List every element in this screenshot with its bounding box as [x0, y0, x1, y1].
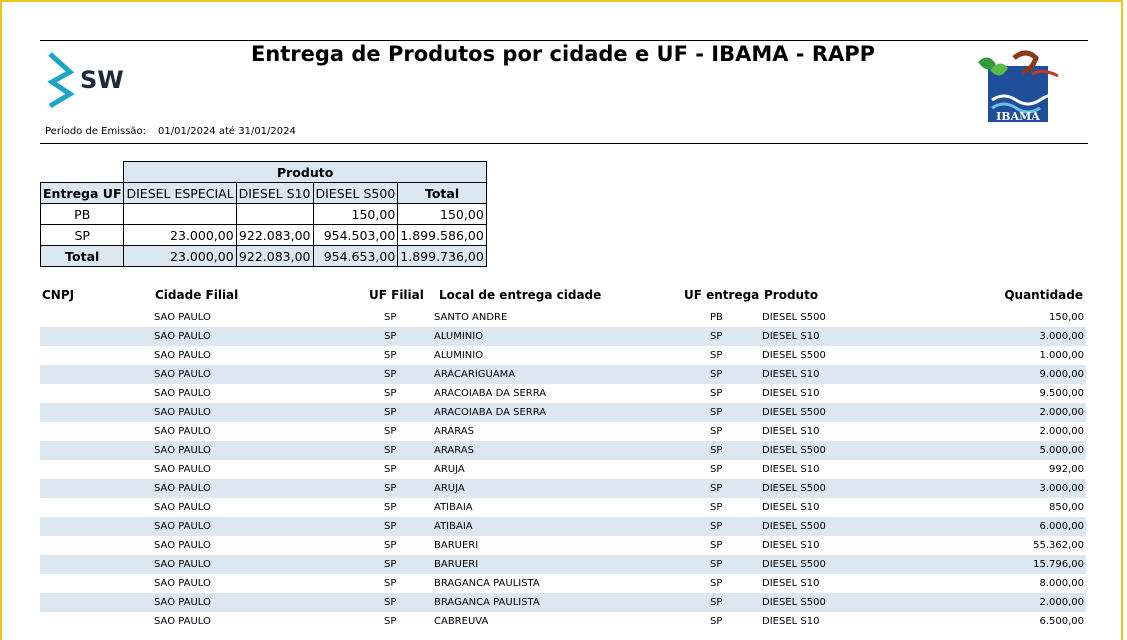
cell-cidade: SAO PAULO	[154, 616, 211, 627]
cell-uf-entrega: SP	[710, 331, 723, 342]
table-row	[40, 460, 1086, 479]
cell-local: BRAGANCA PAULISTA	[434, 578, 540, 589]
report-title: Entrega de Produtos por cidade e UF - IBAMA - RAPP	[250, 42, 876, 66]
cell-uf: SP	[384, 388, 397, 399]
header-top-rule	[40, 40, 1088, 41]
detail-header	[0, 288, 1127, 304]
cell-quantidade: 9.500,00	[1039, 388, 1084, 399]
cell-cidade: SAO PAULO	[154, 350, 211, 361]
col-header-quantidade: Quantidade	[1004, 288, 1083, 302]
summary-row-uf: PB	[41, 204, 124, 225]
cell-local: ARACOIABA DA SERRA	[434, 407, 547, 418]
summary-total-cell: 23.000,00	[124, 246, 236, 267]
summary-group-row	[41, 162, 487, 183]
cell-produto: DIESEL S10	[762, 578, 820, 589]
cell-local: ARARAS	[434, 426, 474, 437]
cell-uf-entrega: SP	[710, 426, 723, 437]
table-row	[40, 384, 1086, 403]
cell-quantidade: 2.000,00	[1039, 407, 1084, 418]
table-row	[40, 403, 1086, 422]
period-line	[45, 126, 296, 137]
cell-uf-entrega: SP	[710, 521, 723, 532]
cell-produto: DIESEL S500	[762, 445, 826, 456]
cell-produto: DIESEL S10	[762, 388, 820, 399]
cell-cidade: SAO PAULO	[154, 407, 211, 418]
cell-cidade: SAO PAULO	[154, 540, 211, 551]
table-row	[40, 612, 1086, 631]
cell-uf-entrega: SP	[710, 540, 723, 551]
cell-produto: DIESEL S500	[762, 407, 826, 418]
table-row	[40, 536, 1086, 555]
cell-quantidade: 8.000,00	[1039, 578, 1084, 589]
cell-local: ARACARIGUAMA	[434, 369, 516, 380]
cell-produto: DIESEL S10	[762, 426, 820, 437]
summary-row	[41, 225, 487, 246]
cell-local: ARUJA	[434, 483, 465, 494]
col-header-uf-entrega: UF entrega	[684, 288, 760, 302]
table-row	[40, 327, 1086, 346]
table-row	[40, 593, 1086, 612]
cell-local: BARUERI	[434, 559, 479, 570]
cell-quantidade: 2.000,00	[1039, 597, 1084, 608]
table-row	[40, 574, 1086, 593]
summary-total-cell: 922.083,00	[236, 246, 313, 267]
cell-uf: SP	[384, 464, 397, 475]
cell-cidade: SAO PAULO	[154, 445, 211, 456]
cell-uf: SP	[384, 616, 397, 627]
cell-quantidade: 5.000,00	[1039, 445, 1084, 456]
table-row	[40, 346, 1086, 365]
summary-cell	[236, 204, 313, 225]
cell-local: BARUERI	[434, 540, 479, 551]
cell-quantidade: 2.000,00	[1039, 426, 1084, 437]
cell-produto: DIESEL S500	[762, 597, 826, 608]
summary-total-row	[41, 246, 487, 267]
cell-produto: DIESEL S10	[762, 502, 820, 513]
cell-local: ALUMINIO	[434, 331, 484, 342]
summary-header-row	[41, 183, 487, 204]
cell-uf-entrega: SP	[710, 616, 723, 627]
cell-cidade: SAO PAULO	[154, 597, 211, 608]
cell-cidade: SAO PAULO	[154, 426, 211, 437]
summary-col-header: Total	[398, 183, 487, 204]
cell-uf: SP	[384, 597, 397, 608]
cell-uf: SP	[384, 502, 397, 513]
cell-quantidade: 1.000,00	[1039, 350, 1084, 361]
cell-uf-entrega: SP	[710, 388, 723, 399]
cell-quantidade: 150,00	[1049, 312, 1084, 323]
cell-uf: SP	[384, 407, 397, 418]
header-bottom-rule	[40, 143, 1088, 144]
cell-local: ATIBAIA	[434, 521, 473, 532]
cell-quantidade: 9.000,00	[1039, 369, 1084, 380]
cell-cidade: SAO PAULO	[154, 502, 211, 513]
cell-local: ARACOIABA DA SERRA	[434, 388, 547, 399]
cell-cidade: SAO PAULO	[154, 331, 211, 342]
cell-uf: SP	[384, 350, 397, 361]
cell-cidade: SAO PAULO	[154, 521, 211, 532]
cell-uf-entrega: SP	[710, 369, 723, 380]
cell-uf-entrega: SP	[710, 350, 723, 361]
cell-uf: SP	[384, 331, 397, 342]
cell-uf-entrega: SP	[710, 597, 723, 608]
cell-uf-entrega: SP	[710, 559, 723, 570]
summary-row-uf: SP	[41, 225, 124, 246]
summary-cell: 23.000,00	[124, 225, 236, 246]
cell-uf-entrega: SP	[710, 578, 723, 589]
cell-uf: SP	[384, 521, 397, 532]
cell-uf-entrega: SP	[710, 483, 723, 494]
ibama-logo-icon	[974, 48, 1066, 124]
cell-uf: SP	[384, 369, 397, 380]
ibama-logo-text: IBAMA	[996, 110, 1040, 123]
summary-cell: 954.503,00	[313, 225, 398, 246]
table-row	[40, 479, 1086, 498]
cell-cidade: SAO PAULO	[154, 483, 211, 494]
cell-uf: SP	[384, 483, 397, 494]
detail-rows	[40, 308, 1086, 631]
cell-local: SANTO ANDRE	[434, 312, 508, 323]
cell-quantidade: 3.000,00	[1039, 331, 1084, 342]
sw-logo-icon	[44, 52, 154, 108]
cell-uf-entrega: SP	[710, 464, 723, 475]
cell-produto: DIESEL S500	[762, 483, 826, 494]
summary-total-cell: 1.899.736,00	[398, 246, 487, 267]
cell-produto: DIESEL S10	[762, 369, 820, 380]
cell-local: ATIBAIA	[434, 502, 473, 513]
cell-cidade: SAO PAULO	[154, 388, 211, 399]
cell-uf: SP	[384, 312, 397, 323]
cell-cidade: SAO PAULO	[154, 312, 211, 323]
table-row	[40, 308, 1086, 327]
cell-uf: SP	[384, 426, 397, 437]
summary-group-header: Produto	[124, 162, 486, 183]
table-row	[40, 422, 1086, 441]
col-header-cidade: Cidade Filial	[155, 288, 239, 302]
summary-col-header: DIESEL S500	[313, 183, 398, 204]
summary-row	[41, 204, 487, 225]
summary-total-cell: 954.653,00	[313, 246, 398, 267]
summary-row-header: Entrega UF	[41, 183, 124, 204]
cell-cidade: SAO PAULO	[154, 464, 211, 475]
col-header-local: Local de entrega cidade	[439, 288, 602, 302]
cell-quantidade: 850,00	[1049, 502, 1084, 513]
cell-cidade: SAO PAULO	[154, 369, 211, 380]
table-row	[40, 498, 1086, 517]
summary-cell: 150,00	[398, 204, 487, 225]
period-value: 01/01/2024 até 31/01/2024	[158, 126, 296, 137]
cell-produto: DIESEL S500	[762, 521, 826, 532]
col-header-cnpj: CNPJ	[42, 288, 75, 302]
col-header-uf: UF Filial	[369, 288, 424, 302]
cell-local: CABREUVA	[434, 616, 489, 627]
table-row	[40, 555, 1086, 574]
cell-quantidade: 6.500,00	[1039, 616, 1084, 627]
summary-corner	[41, 162, 124, 183]
table-row	[40, 517, 1086, 536]
cell-local: ARUJA	[434, 464, 465, 475]
sw-logo-text: SW	[80, 66, 124, 94]
cell-quantidade: 55.362,00	[1033, 540, 1084, 551]
table-row	[40, 365, 1086, 384]
summary-cell: 150,00	[313, 204, 398, 225]
cell-produto: DIESEL S500	[762, 312, 826, 323]
cell-quantidade: 6.000,00	[1039, 521, 1084, 532]
summary-total-label: Total	[41, 246, 124, 267]
cell-local: ALUMINIO	[434, 350, 484, 361]
summary-table	[40, 161, 487, 267]
table-row	[40, 441, 1086, 460]
cell-local: BRAGANCA PAULISTA	[434, 597, 540, 608]
cell-uf: SP	[384, 445, 397, 456]
cell-produto: DIESEL S10	[762, 540, 820, 551]
summary-cell	[124, 204, 236, 225]
cell-quantidade: 15.796,00	[1033, 559, 1084, 570]
summary-cell: 1.899.586,00	[398, 225, 487, 246]
cell-uf-entrega: PB	[710, 312, 723, 323]
period-label: Período de Emissão:	[45, 126, 147, 137]
cell-produto: DIESEL S500	[762, 559, 826, 570]
cell-produto: DIESEL S10	[762, 331, 820, 342]
cell-produto: DIESEL S10	[762, 616, 820, 627]
cell-produto: DIESEL S10	[762, 464, 820, 475]
cell-quantidade: 3.000,00	[1039, 483, 1084, 494]
cell-cidade: SAO PAULO	[154, 559, 211, 570]
cell-uf-entrega: SP	[710, 445, 723, 456]
cell-local: ARARAS	[434, 445, 474, 456]
summary-cell: 922.083,00	[236, 225, 313, 246]
cell-uf-entrega: SP	[710, 502, 723, 513]
cell-produto: DIESEL S500	[762, 350, 826, 361]
cell-uf: SP	[384, 540, 397, 551]
cell-quantidade: 992,00	[1049, 464, 1084, 475]
col-header-produto: Produto	[764, 288, 819, 302]
cell-cidade: SAO PAULO	[154, 578, 211, 589]
summary-col-header: DIESEL ESPECIAL	[124, 183, 236, 204]
summary-col-header: DIESEL S10	[236, 183, 313, 204]
cell-uf: SP	[384, 559, 397, 570]
cell-uf: SP	[384, 578, 397, 589]
cell-uf-entrega: SP	[710, 407, 723, 418]
